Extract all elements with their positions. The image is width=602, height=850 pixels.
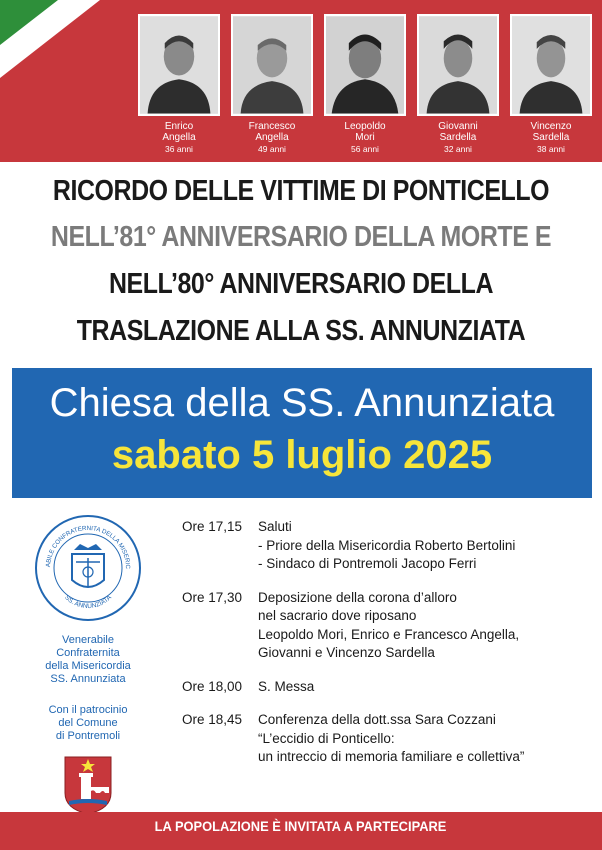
top-banner [0,0,602,162]
event-venue: Chiesa della SS. Annunziata [49,381,555,425]
program-item [182,678,592,697]
patronage-line: Con il patrocinio [48,704,128,716]
program-item [182,711,592,767]
headline-line-1: RICORDO DELLE VITTIME DI PONTICELLO [52,175,550,207]
victim-last-name: Mori [355,132,375,143]
victim-age: 56 anni [351,144,379,154]
organizer-name-line: Confraternita [56,647,120,659]
program-line: S. Messa [258,678,315,694]
program-line: Saluti [258,519,292,534]
pontremoli-coat-of-arms [63,753,113,815]
portrait-1 [138,14,220,160]
portrait-3 [324,14,406,160]
organizer-name-line: Venerabile [62,634,114,646]
footer-banner [0,812,602,850]
svg-text:SS. ANNUNZIATA: SS. ANNUNZIATA [63,594,113,611]
svg-text:VENERABILE CONFRATERNITA DELLA: ABILE CONFRATERNITA DELLA MISERIC [44,524,132,570]
program-line: Giovanni e Vincenzo Sardella [258,645,435,660]
patronage-line: del Comune [58,717,118,729]
headline-line-3: NELL’80° ANNIVERSARIO DELLA [108,268,494,300]
portrait-photo [231,14,313,116]
italian-flag-corner [0,0,130,100]
victim-portraits [138,14,598,160]
program-time: Ore 18,45 [182,712,243,727]
patronage-note [18,704,158,743]
program-line: Deposizione della corona d’alloro [258,589,457,605]
confraternity-seal-logo [34,514,142,622]
program-line: - Sindaco di Pontremoli Jacopo Ferri [258,556,477,571]
program-item [182,589,592,663]
organizer-block [18,514,158,820]
victim-first-name: Enrico [164,121,194,132]
program-time: Ore 17,15 [182,519,243,534]
program-time: Ore 17,30 [182,589,243,605]
portrait-2 [231,14,313,160]
program-schedule [182,518,592,782]
victim-first-name: Giovanni [438,121,478,132]
victim-last-name: Angella [255,132,289,143]
portrait-4 [417,14,499,160]
victim-last-name: Angella [162,132,196,143]
patronage-line: di Pontremoli [55,730,121,742]
victim-first-name: Francesco [248,121,296,132]
organizer-name-line: SS. Annunziata [50,673,126,685]
victim-age: 49 anni [258,144,286,154]
program-line: Leopoldo Mori, Enrico e Francesco Angella, [258,626,520,642]
headline-line-4: TRASLAZIONE ALLA SS. ANNUNZIATA [76,315,526,347]
headline-line-2: NELL’81° ANNIVERSARIO DELLA MORTE E [50,221,552,253]
event-banner [12,368,592,498]
program-line: - Priore della Misericordia Roberto Bertolini [258,537,516,553]
event-date: sabato 5 luglio 2025 [111,433,493,477]
program-item [182,518,592,574]
program-line: “L’eccidio di Ponticello: [258,730,395,746]
organizer-name [18,634,158,686]
program-line: nel sacrario dove riposano [258,608,417,623]
program-line: un intreccio di memoria familiare e collettiva” [258,749,525,764]
portrait-photo [510,14,592,116]
victim-last-name: Sardella [532,132,570,143]
portrait-photo [417,14,499,116]
portrait-5 [510,14,592,160]
program-time: Ore 18,00 [182,678,243,694]
portrait-photo [324,14,406,116]
victim-age: 38 anni [537,144,565,154]
victim-first-name: Leopoldo [344,121,386,132]
program-line: Conferenza della dott.ssa Sara Cozzani [258,712,496,727]
footer-invitation: LA POPOLAZIONE È INVITATA A PARTECIPARE [155,818,447,834]
organizer-name-line: della Misericordia [45,660,131,672]
victim-age: 36 anni [165,144,193,154]
victim-age: 32 anni [444,144,472,154]
portrait-photo [138,14,220,116]
victim-first-name: Vincenzo [530,121,572,132]
victim-last-name: Sardella [439,132,477,143]
